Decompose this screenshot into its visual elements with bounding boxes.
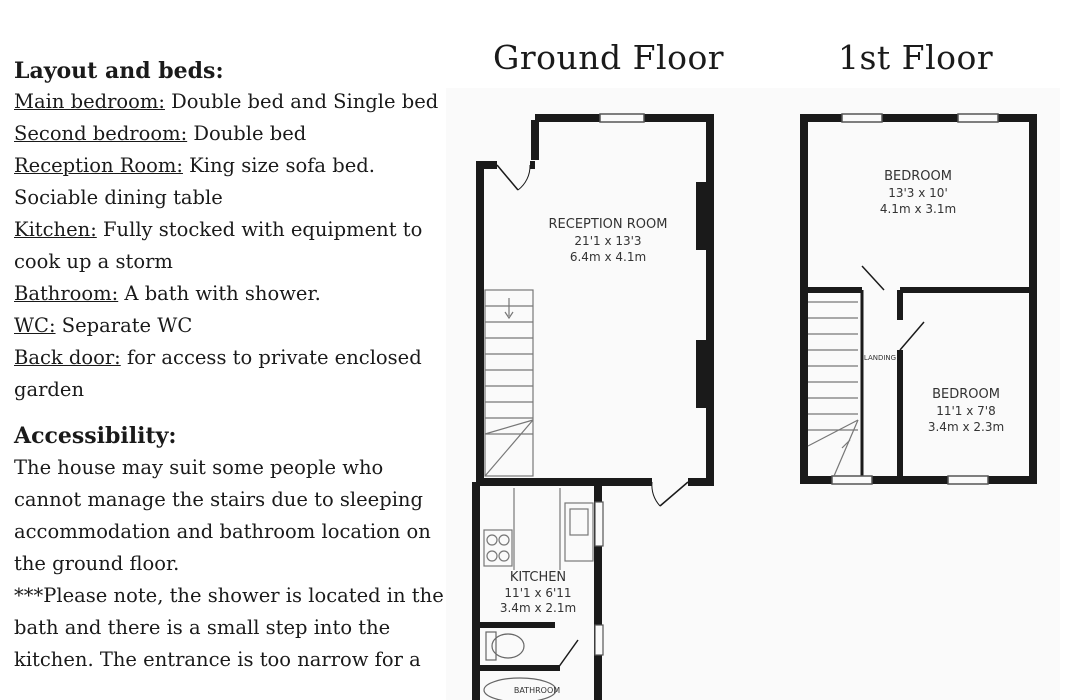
kitchen-imperial: 11'1 x 6'11 [504,586,572,600]
bedroom-2-imperial: 11'1 x 7'8 [936,404,996,418]
item-label: Back door: [14,346,121,369]
bedroom-1-name: BEDROOM [884,169,952,184]
bedroom-2-name: BEDROOM [932,387,1000,402]
item-text: Sociable dining table [14,186,223,209]
reception-room-imperial: 21'1 x 13'3 [574,234,642,248]
item-text: cook up a storm [14,250,173,273]
accessibility-line: cannot manage the stairs due to sleeping [14,488,423,511]
item-text: A bath with shower. [118,282,321,305]
landing-label: LANDING [863,354,897,362]
item-text: Fully stocked with equipment to [96,218,423,241]
kitchen-metric: 3.4m x 2.1m [499,601,577,615]
item-label: WC: [14,314,56,337]
kitchen-name: KITCHEN [509,570,567,585]
bathroom-name: BATHROOM [513,686,561,695]
layout-heading: Layout and beds: [14,58,224,84]
item-label: Bathroom: [14,282,119,305]
item-text: Separate WC [55,314,193,337]
item-label: Kitchen: [14,218,97,241]
reception-room-name: RECEPTION ROOM [548,217,668,232]
accessibility-line: the ground floor. [14,552,180,575]
accessibility-line: accommodation and bathroom location on [14,520,431,543]
item-label: Reception Room: [14,154,183,177]
item-text: Double bed [187,122,307,145]
item-label: Second bedroom: [14,122,188,145]
bedroom-1-metric: 4.1m x 3.1m [879,202,957,216]
accessibility-line: ***Please note, the shower is located in the [14,584,444,607]
reception-room-metric: 6.4m x 4.1m [569,250,647,264]
bedroom-1-imperial: 13'3 x 10' [888,186,948,200]
first-floor-title: 1st Floor [838,38,994,77]
item-text: garden [14,378,85,401]
bedroom-2-metric: 3.4m x 2.3m [927,420,1005,434]
item-text: Double bed and Single bed [164,90,439,113]
item-label: Main bedroom: [14,90,165,113]
accessibility-line: bath and there is a small step into the [14,616,391,639]
accessibility-heading: Accessibility: [14,423,177,449]
accessibility-line: The house may suit some people who [14,456,384,479]
ground-floor-title: Ground Floor [493,38,725,77]
accessibility-line: kitchen. The entrance is too narrow for a [14,648,421,671]
item-text: King size sofa bed. [182,154,375,177]
item-text: for access to private enclosed [120,346,422,369]
